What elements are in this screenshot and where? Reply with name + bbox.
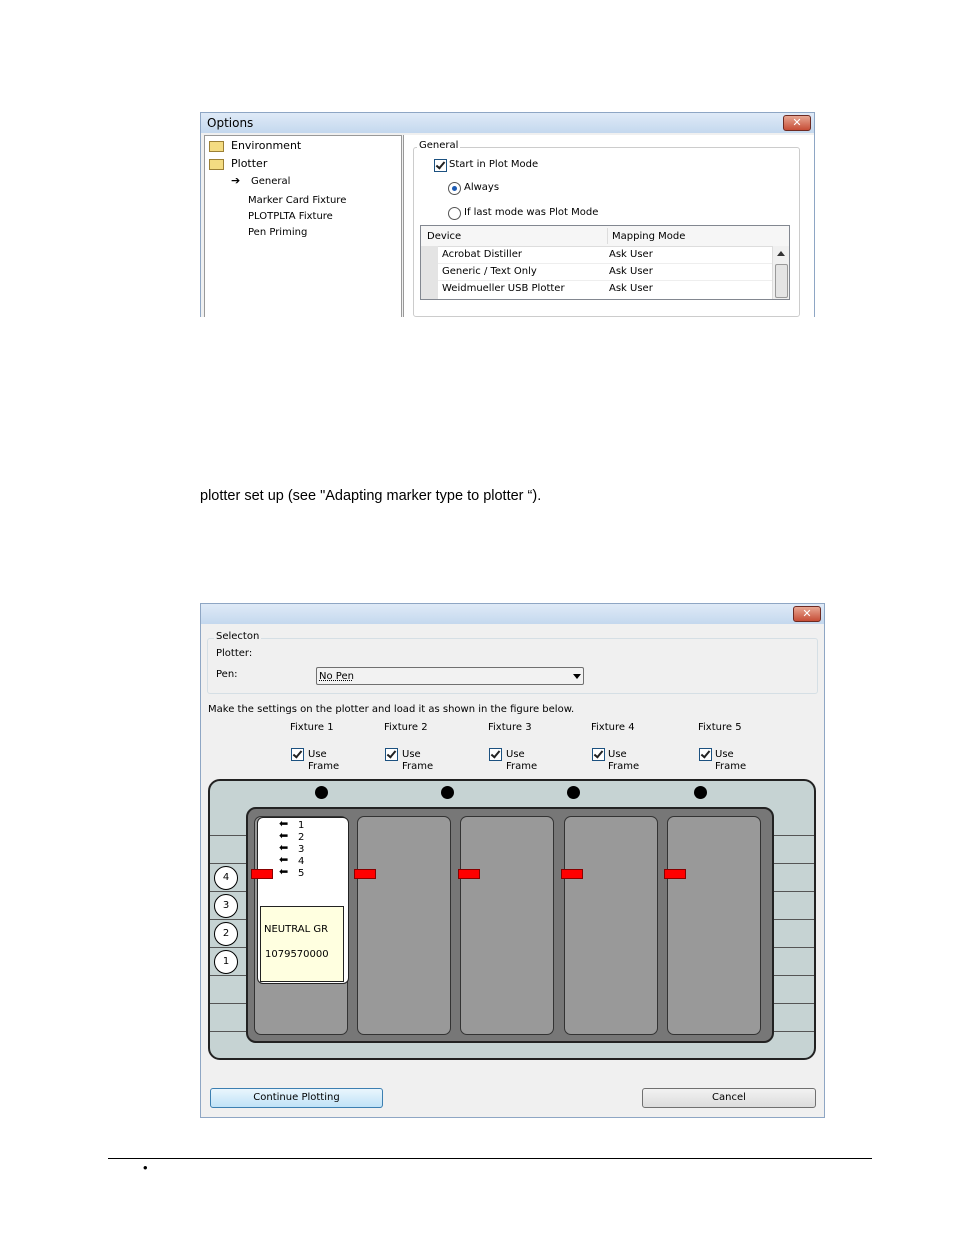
tree-item-pen-priming[interactable]: Pen Priming — [248, 227, 308, 238]
pen-select-value: No Pen — [319, 671, 354, 682]
bed-stripe — [210, 975, 246, 976]
cancel-button[interactable]: Cancel — [642, 1088, 816, 1108]
use-label: Use — [506, 749, 525, 760]
tree-item-environment-label: Environment — [231, 139, 302, 152]
arrow-left-icon: ⬅ — [279, 841, 289, 854]
column-header-device[interactable]: Device — [427, 231, 462, 242]
scroll-thumb[interactable] — [775, 264, 788, 298]
use-frame-checkbox[interactable] — [385, 748, 398, 761]
start-plot-mode-checkbox[interactable] — [434, 159, 447, 172]
selection-groupbox — [207, 638, 818, 694]
pen-select[interactable] — [316, 667, 584, 685]
use-label: Use — [608, 749, 627, 760]
fixture-label: Fixture 3 — [488, 722, 532, 733]
red-marker — [664, 869, 686, 879]
card-label-area — [260, 906, 344, 982]
slot-number-3: 3 — [214, 894, 238, 918]
fixture-label: Fixture 5 — [698, 722, 742, 733]
device-table — [420, 225, 790, 300]
options-titlebar — [201, 113, 814, 133]
options-tree — [204, 135, 402, 317]
frame-label: Frame — [608, 761, 640, 772]
footer-rule — [108, 1158, 872, 1159]
slot-number-2: 2 — [214, 922, 238, 946]
mode-cell: Ask User — [609, 283, 653, 294]
scroll-up-icon[interactable] — [777, 251, 785, 256]
row-gutter — [421, 246, 438, 299]
continue-plotting-button[interactable]: Continue Plotting — [210, 1088, 383, 1108]
bed-stripe — [774, 863, 814, 864]
bed-stripe — [210, 1031, 246, 1032]
column-header-mapping-mode[interactable]: Mapping Mode — [612, 231, 686, 242]
bed-stripe — [774, 975, 814, 976]
arrow-left-icon: ⬅ — [279, 817, 289, 830]
pen-position-number: 1 — [298, 820, 305, 831]
fixture-slot-4[interactable] — [564, 816, 658, 1035]
alignment-hole — [694, 786, 707, 799]
red-marker — [354, 869, 376, 879]
fixture-label: Fixture 2 — [384, 722, 428, 733]
card-article-number: 1079570000 — [265, 949, 329, 960]
use-label: Use — [715, 749, 734, 760]
red-marker — [458, 869, 480, 879]
bed-stripe — [210, 947, 246, 948]
red-marker — [561, 869, 583, 879]
use-label: Use — [402, 749, 421, 760]
use-frame-checkbox[interactable] — [291, 748, 304, 761]
instruction-text: Make the settings on the plotter and load it as shown in the figure below. — [208, 704, 575, 715]
fixture-slot-3[interactable] — [460, 816, 554, 1035]
slot-number-4: 4 — [214, 866, 238, 890]
always-label: Always — [464, 182, 500, 193]
device-cell: Acrobat Distiller — [442, 249, 522, 260]
fixture-label: Fixture 1 — [290, 722, 334, 733]
tree-item-plotter-label: Plotter — [231, 157, 268, 170]
frame-label: Frame — [308, 761, 340, 772]
use-frame-checkbox[interactable] — [489, 748, 502, 761]
bed-stripe — [210, 891, 246, 892]
plot-titlebar — [201, 604, 824, 624]
selection-group-title: Selecton — [216, 631, 260, 642]
use-frame-checkbox[interactable] — [699, 748, 712, 761]
frame-label: Frame — [402, 761, 434, 772]
mode-cell: Ask User — [609, 249, 653, 260]
folder-open-icon — [209, 159, 224, 170]
pen-position-number: 4 — [298, 856, 305, 867]
bed-stripe — [210, 835, 246, 836]
general-group-title: General — [419, 140, 459, 151]
slot-number-1: 1 — [214, 950, 238, 974]
last-mode-label: If last mode was Plot Mode — [464, 207, 599, 218]
body-paragraph: plotter set up (see "Adapting marker type to plotter “). — [200, 488, 542, 504]
row-line — [438, 263, 772, 264]
fixture-slot-2[interactable] — [357, 816, 451, 1035]
card-material: NEUTRAL GR — [264, 924, 329, 935]
use-frame-checkbox[interactable] — [592, 748, 605, 761]
tree-item-marker-card-fixture[interactable]: Marker Card Fixture — [248, 195, 347, 206]
device-cell: Weidmueller USB Plotter — [442, 283, 565, 294]
fixture-label: Fixture 4 — [591, 722, 635, 733]
arrow-left-icon: ⬅ — [279, 829, 289, 842]
table-scrollbar[interactable] — [772, 246, 789, 299]
arrow-left-icon: ⬅ — [279, 865, 289, 878]
bed-stripe — [774, 835, 814, 836]
use-label: Use — [308, 749, 327, 760]
column-divider — [607, 228, 608, 244]
bed-stripe — [774, 919, 814, 920]
mode-cell: Ask User — [609, 266, 653, 277]
options-title: Options — [207, 116, 254, 130]
fixture-slot-5[interactable] — [667, 816, 761, 1035]
folder-icon — [209, 141, 224, 152]
bed-stripe — [210, 863, 246, 864]
pen-position-number: 2 — [298, 832, 305, 843]
pen-position-number: 3 — [298, 844, 305, 855]
last-mode-radio[interactable] — [448, 207, 461, 220]
pen-position-number: 5 — [298, 868, 305, 879]
options-content — [403, 135, 815, 317]
arrow-left-icon: ⬅ — [279, 853, 289, 866]
tree-item-general-label: General — [251, 176, 291, 187]
row-line — [438, 280, 772, 281]
table-header — [421, 226, 789, 247]
options-dialog — [200, 112, 815, 317]
plot-close-button[interactable]: ✕ — [793, 606, 821, 622]
alignment-hole — [441, 786, 454, 799]
arrow-pointer-icon: ➔ — [231, 174, 241, 187]
pen-label: Pen: — [216, 669, 238, 680]
options-close-button[interactable]: ✕ — [783, 115, 811, 131]
device-cell: Generic / Text Only — [442, 266, 537, 277]
bed-stripe — [210, 919, 246, 920]
bed-stripe — [774, 1003, 814, 1004]
alignment-hole — [567, 786, 580, 799]
tree-item-plotplta-fixture[interactable]: PLOTPLTA Fixture — [248, 211, 333, 222]
bed-stripe — [774, 947, 814, 948]
red-marker — [251, 869, 273, 879]
always-radio[interactable] — [448, 182, 461, 195]
plotter-label: Plotter: — [216, 648, 253, 659]
frame-label: Frame — [715, 761, 747, 772]
footer-bullet: • — [143, 1160, 148, 1175]
chevron-down-icon — [573, 674, 581, 679]
bed-stripe — [210, 1003, 246, 1004]
frame-label: Frame — [506, 761, 538, 772]
start-plot-mode-label: Start in Plot Mode — [449, 159, 539, 170]
alignment-hole — [315, 786, 328, 799]
bed-stripe — [774, 891, 814, 892]
bed-stripe — [774, 1031, 814, 1032]
